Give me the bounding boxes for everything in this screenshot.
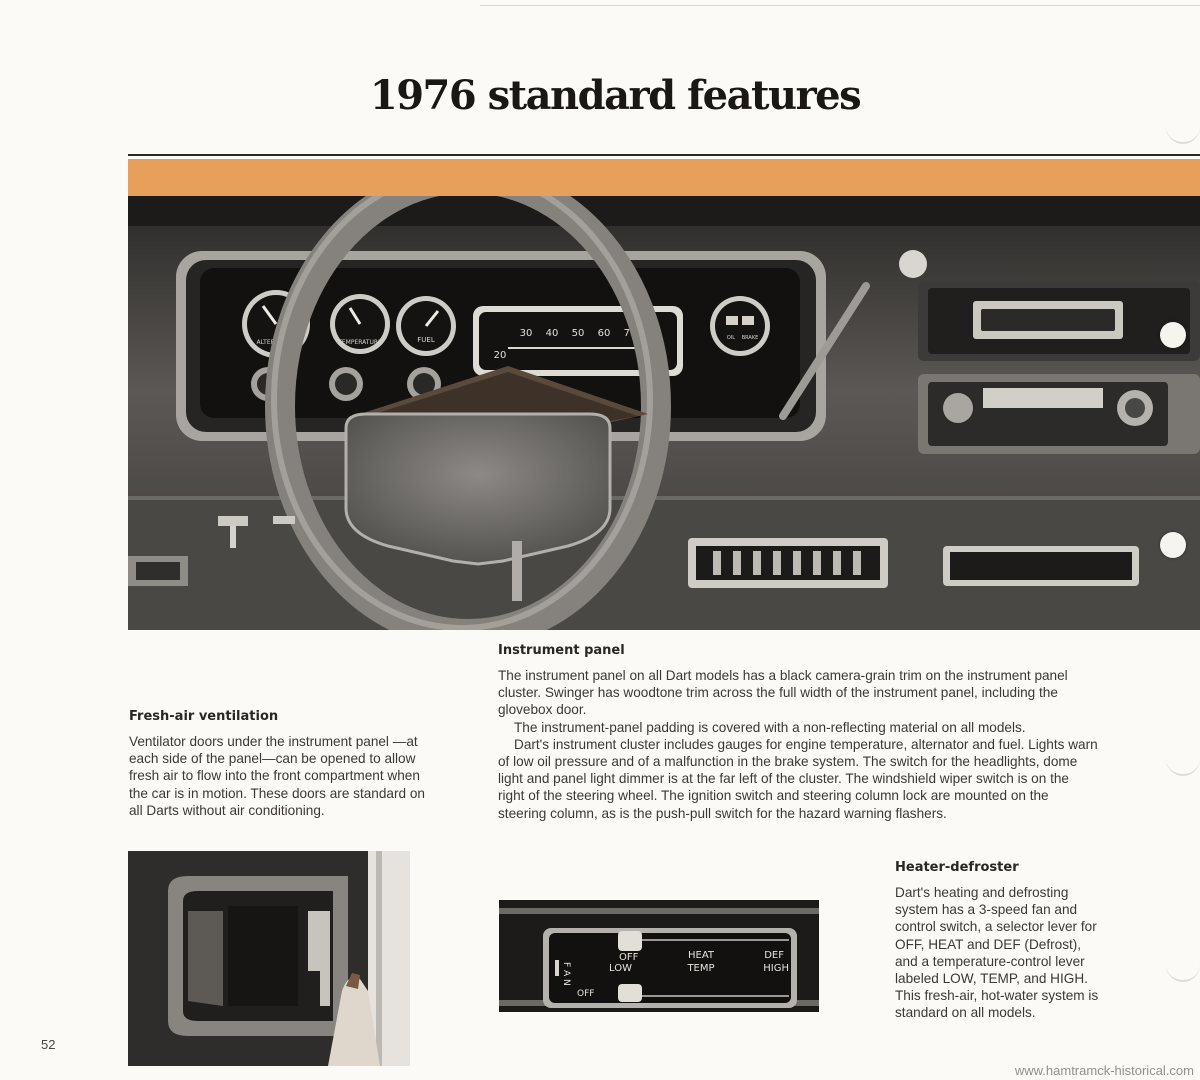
- speedometer-mark: 70: [623, 328, 637, 339]
- heater-control-photo: [499, 900, 819, 1012]
- temp-label: TEMP: [687, 963, 715, 974]
- watermark: www.hamtramck-historical.com: [1014, 1063, 1194, 1078]
- page-number: 52: [41, 1037, 56, 1052]
- binder-hole-bottom: [1160, 532, 1186, 558]
- orange-color-band: [128, 159, 1200, 196]
- heater-defroster-body: Dart's heating and defrosting system has a 3-speed fan and control switch, a selector lever for OFF, HEAT and DEF (Defrost), and a temperature-control lever labeled LOW, TEMP, and HIGH. This fresh-air, hot-water system is standard on all models.: [895, 885, 1099, 1021]
- vent-illustration: [128, 851, 410, 1066]
- instrument-panel-paragraph-3: Dart's instrument cluster includes gauges for engine temperature, alternator and fuel. Lights warn of low oil pressure and of a malfunction in the brake system. The switch for the headlights, dome light and panel light dimmer is at the far left of the cluster. The windshield wiper switch is on the right of the steering wheel. The ignition switch and steering column lock are mounted on the steering column, as is the push-pull switch for the hazard warning flashers.: [498, 736, 1098, 821]
- off-label-top: OFF: [619, 952, 639, 963]
- fuel-label: FUEL: [417, 336, 435, 344]
- heater-defroster-heading: Heater-defroster: [895, 860, 1019, 875]
- binder-hole-shadow: [1166, 120, 1200, 144]
- warning-lights: [710, 296, 770, 356]
- off-label-bottom: OFF: [577, 989, 595, 999]
- page-title: 1976 standard features: [369, 72, 861, 119]
- heat-label: HEAT: [687, 950, 715, 961]
- heater-panel-illustration: [499, 900, 819, 1012]
- fuel-gauge: [396, 296, 456, 356]
- speedometer-mark: 80: [649, 350, 663, 361]
- speedometer-mark: 30: [519, 328, 533, 339]
- def-label: DEF: [764, 950, 784, 961]
- binder-hole-top: [1160, 322, 1186, 348]
- speedometer-mark: 40: [545, 328, 559, 339]
- speedometer-mark: 60: [597, 328, 611, 339]
- temperature-label: TEMPERATURE: [338, 339, 382, 346]
- instrument-panel-heading: Instrument panel: [498, 643, 625, 658]
- oil-label: OIL: [726, 335, 736, 341]
- alternator-label: ALTERNATOR: [256, 339, 296, 346]
- binder-hole-shadow: [1166, 958, 1200, 982]
- dashboard-photo: [128, 196, 1200, 630]
- brake-label: BRAKE: [741, 335, 759, 341]
- dashboard-illustration: [128, 196, 1200, 630]
- low-label: LOW: [609, 963, 632, 974]
- speedometer-mark: 20: [493, 350, 507, 361]
- vent-door-photo: [128, 851, 410, 1066]
- temperature-gauge: [330, 294, 390, 354]
- top-rule: [480, 5, 1200, 6]
- high-label: HIGH: [763, 963, 789, 974]
- fan-label: F A N: [561, 962, 571, 986]
- speedometer-mark: 50: [571, 328, 585, 339]
- instrument-panel-paragraph-1: The instrument panel on all Dart models has a black camera-grain trim on the instrument panel cluster. Swinger has woodtone trim across the full width of the instrument panel, including the glovebox door.: [498, 668, 1068, 718]
- instrument-panel-paragraph-2: The instrument-panel padding is covered with a non-reflecting material on all models.: [514, 719, 1026, 735]
- binder-hole-shadow: [1166, 752, 1200, 776]
- fresh-air-heading: Fresh-air ventilation: [129, 709, 279, 724]
- fresh-air-body: Ventilator doors under the instrument panel —at each side of the panel—can be opened to allow fresh air to flow into the front compartment when the car is in motion. These doors are standard on all Darts without air conditioning.: [129, 734, 425, 818]
- instrument-panel-body: [498, 667, 1098, 822]
- title-rule: [128, 154, 1200, 156]
